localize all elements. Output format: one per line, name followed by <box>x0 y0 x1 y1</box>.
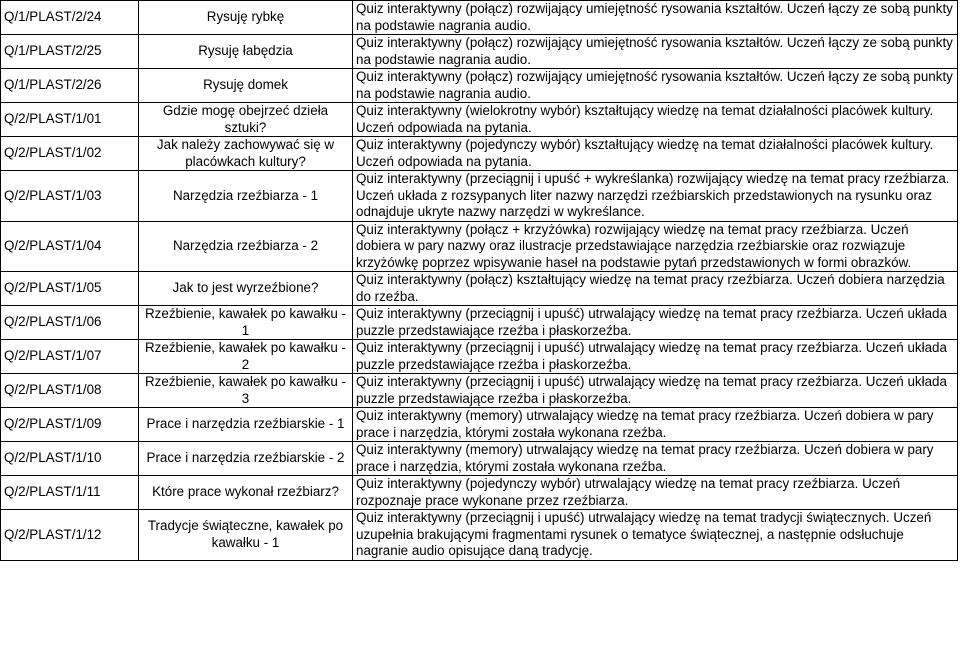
quiz-description-cell <box>353 221 958 272</box>
quiz-code-cell: Q/2/PLAST/1/08 <box>1 374 139 408</box>
quiz-title-cell: Które prace wykonał rzeźbiarz? <box>139 476 353 510</box>
quiz-description-cell <box>353 137 958 171</box>
quiz-description-text: Quiz interaktywny (połącz) rozwijający umiejętność rysowania kształtów. Uczeń łączy ze sobą punkty na podstawie nagrania audio. <box>356 1 953 33</box>
quiz-title-cell: Tradycje świąteczne, kawałek po kawałku - 1 <box>139 510 353 561</box>
table-row <box>1 103 958 137</box>
table-row <box>1 476 958 510</box>
quiz-title-cell: Rysuję domek <box>139 69 353 103</box>
quiz-description-cell <box>353 340 958 374</box>
quiz-code-cell: Q/2/PLAST/1/09 <box>1 408 139 442</box>
quiz-title-cell: Gdzie mogę obejrzeć dzieła sztuki? <box>139 103 353 137</box>
quiz-table-body <box>1 1 958 561</box>
quiz-title-cell: Prace i narzędzia rzeźbiarskie - 1 <box>139 408 353 442</box>
quiz-description-cell <box>353 272 958 306</box>
quiz-code-cell: Q/1/PLAST/2/24 <box>1 1 139 35</box>
table-row <box>1 69 958 103</box>
quiz-code-cell: Q/2/PLAST/1/01 <box>1 103 139 137</box>
quiz-title-cell: Rzeźbienie, kawałek po kawałku - 1 <box>139 306 353 340</box>
quiz-title-cell: Rysuję łabędzia <box>139 35 353 69</box>
quiz-code-cell: Q/2/PLAST/1/03 <box>1 171 139 222</box>
quiz-description-text: Quiz interaktywny (połącz) rozwijający umiejętność rysowania kształtów. Uczeń łączy ze sobą punkty na podstawie nagrania audio. <box>356 35 953 67</box>
table-row <box>1 35 958 69</box>
table-row <box>1 171 958 222</box>
quiz-title-cell: Narzędzia rzeźbiarza - 2 <box>139 221 353 272</box>
quiz-description-text: Quiz interaktywny (przeciągnij i upuść + wykreślanka) rozwijający wiedzę na temat pracy rzeźbiarza. Uczeń układa z rozsypanych liter nazwy narzędzi rzeźbiarskich przedstawionych na rysunku oraz odnajduje ukryte nazwy narzędzi w wykreślance. <box>356 171 950 219</box>
quiz-code-cell: Q/2/PLAST/1/12 <box>1 510 139 561</box>
quiz-description-cell <box>353 103 958 137</box>
table-row <box>1 221 958 272</box>
quiz-code-cell: Q/2/PLAST/1/07 <box>1 340 139 374</box>
quiz-description-cell <box>353 171 958 222</box>
quiz-description-text: Quiz interaktywny (przeciągnij i upuść) utrwalający wiedzę na temat pracy rzeźbiarza. Uczeń układa puzzle przedstawiające rzeźba i płaskorzeźba. <box>356 374 947 406</box>
table-row <box>1 272 958 306</box>
table-row <box>1 374 958 408</box>
quiz-code-cell: Q/1/PLAST/2/25 <box>1 35 139 69</box>
quiz-description-cell <box>353 442 958 476</box>
quiz-code-cell: Q/2/PLAST/1/11 <box>1 476 139 510</box>
quiz-code-cell: Q/2/PLAST/1/02 <box>1 137 139 171</box>
quiz-description-text: Quiz interaktywny (memory) utrwalający wiedzę na temat pracy rzeźbiarza. Uczeń dobiera w pary prace i narzędzia, którymi została wykonana rzeźba. <box>356 442 934 474</box>
table-row <box>1 340 958 374</box>
quiz-title-cell: Rzeźbienie, kawałek po kawałku - 3 <box>139 374 353 408</box>
table-row <box>1 510 958 561</box>
quiz-description-cell <box>353 408 958 442</box>
table-row <box>1 1 958 35</box>
quiz-title-cell: Rzeźbienie, kawałek po kawałku - 2 <box>139 340 353 374</box>
quiz-description-cell <box>353 69 958 103</box>
quiz-description-text: Quiz interaktywny (pojedynczy wybór) kształtujący wiedzę na temat działalności placówek kultury. Uczeń odpowiada na pytania. <box>356 137 934 169</box>
quiz-description-text: Quiz interaktywny (przeciągnij i upuść) utrwalający wiedzę na temat tradycji świątecznych. Uczeń uzupełnia brakującymi fragmentami rysunek o tematyce świątecznej, a następnie odsłuchuje nagranie audio opisujące daną tradycję. <box>356 510 932 558</box>
quiz-description-text: Quiz interaktywny (połącz) kształtujący wiedzę na temat pracy rzeźbiarza. Uczeń dobiera narzędzia do rzeźba. <box>356 272 945 304</box>
table-row <box>1 442 958 476</box>
quiz-description-text: Quiz interaktywny (przeciągnij i upuść) utrwalający wiedzę na temat pracy rzeźbiarza. Uczeń układa puzzle przedstawiające rzeźba i płaskorzeźba. <box>356 306 947 338</box>
quiz-description-text: Quiz interaktywny (połącz + krzyżówka) rozwijający wiedzę na temat pracy rzeźbiarza. Uczeń dobiera w pary nazwy oraz ilustracje przedstawiające narzędzia rzeźbiarskie oraz rozwiązuje krzyżówkę poprzez wpisywanie haseł na podstawie pytań przedstawionych w formi obrazków. <box>356 221 912 270</box>
quiz-title-cell: Rysuję rybkę <box>139 1 353 35</box>
quiz-title-cell: Jak to jest wyrzeźbione? <box>139 272 353 306</box>
quiz-title-cell: Prace i narzędzia rzeźbiarskie - 2 <box>139 442 353 476</box>
quiz-title-cell: Narzędzia rzeźbiarza - 1 <box>139 171 353 222</box>
table-row <box>1 137 958 171</box>
quiz-code-cell: Q/2/PLAST/1/10 <box>1 442 139 476</box>
quiz-description-cell <box>353 510 958 561</box>
quiz-code-cell: Q/1/PLAST/2/26 <box>1 69 139 103</box>
quiz-description-text: Quiz interaktywny (przeciągnij i upuść) utrwalający wiedzę na temat pracy rzeźbiarza. Uczeń układa puzzle przedstawiające rzeźba i płaskorzeźba. <box>356 340 947 372</box>
quiz-description-cell <box>353 35 958 69</box>
quiz-description-cell <box>353 374 958 408</box>
quiz-description-text: Quiz interaktywny (wielokrotny wybór) kształtujący wiedzę na temat działalności placówek kultury. Uczeń odpowiada na pytania. <box>356 103 934 135</box>
quiz-code-cell: Q/2/PLAST/1/06 <box>1 306 139 340</box>
quiz-title-cell: Jak należy zachowywać się w placówkach kultury? <box>139 137 353 171</box>
quiz-description-text: Quiz interaktywny (połącz) rozwijający umiejętność rysowania kształtów. Uczeń łączy ze sobą punkty na podstawie nagrania audio. <box>356 69 953 101</box>
quiz-description-text: Quiz interaktywny (memory) utrwalający wiedzę na temat pracy rzeźbiarza. Uczeń dobiera w pary prace i narzędzia, którymi została wykonana rzeźba. <box>356 408 934 440</box>
quiz-code-cell: Q/2/PLAST/1/04 <box>1 221 139 272</box>
quiz-description-text: Quiz interaktywny (pojedynczy wybór) utrwalający wiedzę na temat pracy rzeźbiarza. Uczeń rozpoznaje prace wykonane przez rzeźbiarza. <box>356 476 901 508</box>
quiz-description-cell <box>353 306 958 340</box>
table-row <box>1 408 958 442</box>
table-row <box>1 306 958 340</box>
quiz-description-cell <box>353 476 958 510</box>
quiz-code-cell: Q/2/PLAST/1/05 <box>1 272 139 306</box>
quiz-description-cell <box>353 1 958 35</box>
